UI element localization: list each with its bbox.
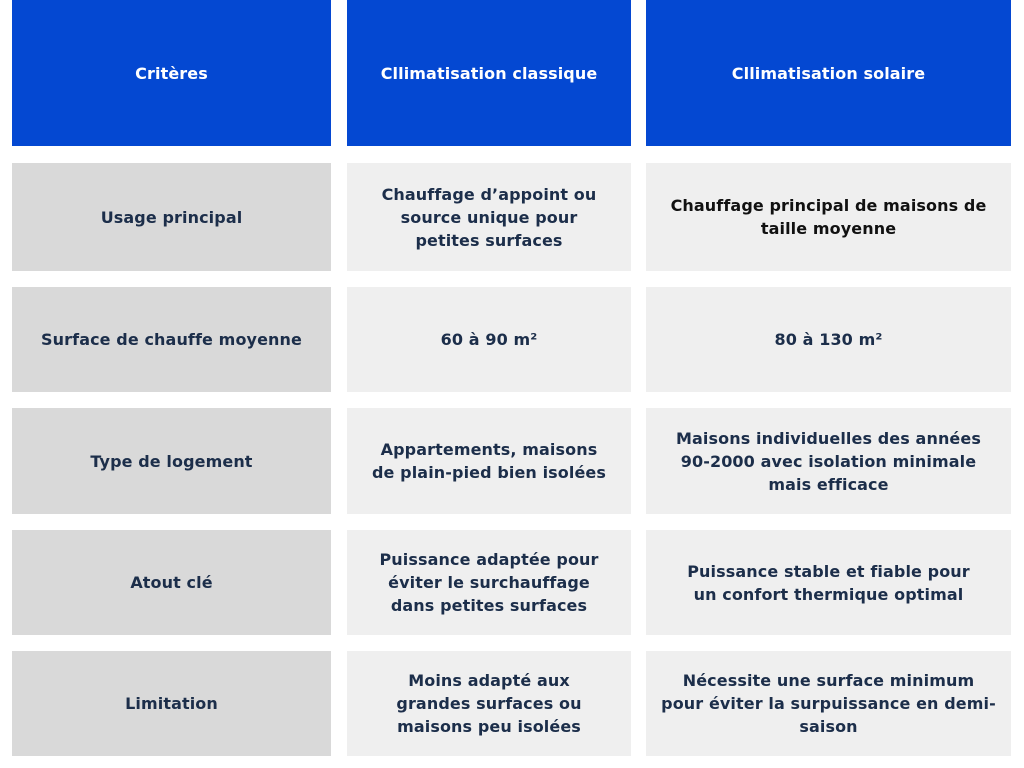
header-solaire-label: Cllimatisation solaire	[731, 63, 926, 83]
cell-text: Appartements, maisons de plain-pied bien isolées	[372, 440, 606, 482]
cell-solaire-surface	[646, 287, 1011, 392]
criteria-label: Usage principal	[100, 207, 243, 227]
criteria-surface	[12, 287, 331, 392]
cell-classique-limitation	[347, 651, 631, 756]
cell-classique-logement	[347, 408, 631, 514]
header-criteres	[12, 0, 331, 146]
cell-solaire-atout	[646, 530, 1011, 635]
cell-text: Maisons individuelles des années 90-2000 avec isolation minimale mais efficace	[676, 428, 981, 494]
cell-classique-usage	[347, 163, 631, 271]
criteria-type-logement	[12, 408, 331, 514]
criteria-label: Surface de chauffe moyenne	[41, 330, 302, 349]
header-solaire	[646, 0, 1011, 146]
cell-text: Chauffage principal de maisons de taille moyenne	[670, 196, 987, 238]
cell-text: Puissance stable et fiable pour un confort thermique optimal	[687, 561, 970, 604]
cell-solaire-logement	[646, 408, 1011, 514]
header-classique	[347, 0, 631, 146]
criteria-atout-cle	[12, 530, 331, 635]
criteria-label: Atout clé	[130, 573, 213, 592]
header-classique-label: Cllimatisation classique	[380, 63, 598, 83]
cell-classique-surface	[347, 287, 631, 392]
criteria-usage-principal	[12, 163, 331, 271]
cell-solaire-limitation	[646, 651, 1011, 756]
cell-classique-atout	[347, 530, 631, 635]
header-criteres-label: Critères	[135, 63, 208, 83]
cell-text: Moins adapté aux grandes surfaces ou maisons peu isolées	[396, 671, 582, 736]
criteria-label: Type de logement	[90, 451, 253, 471]
criteria-label: Limitation	[125, 694, 218, 713]
cell-text: 60 à 90 m²	[440, 330, 538, 349]
cell-text: Puissance adaptée pour éviter le surchauffage dans petites surfaces	[379, 550, 599, 615]
cell-text: Chauffage d’appoint ou source unique pour petites surfaces	[381, 184, 597, 250]
cell-text: Nécessite une surface minimum pour éviter la surpuissance en demi-saison	[661, 671, 996, 736]
criteria-limitation	[12, 651, 331, 756]
cell-text: 80 à 130 m²	[774, 330, 883, 349]
cell-solaire-usage	[646, 163, 1011, 271]
